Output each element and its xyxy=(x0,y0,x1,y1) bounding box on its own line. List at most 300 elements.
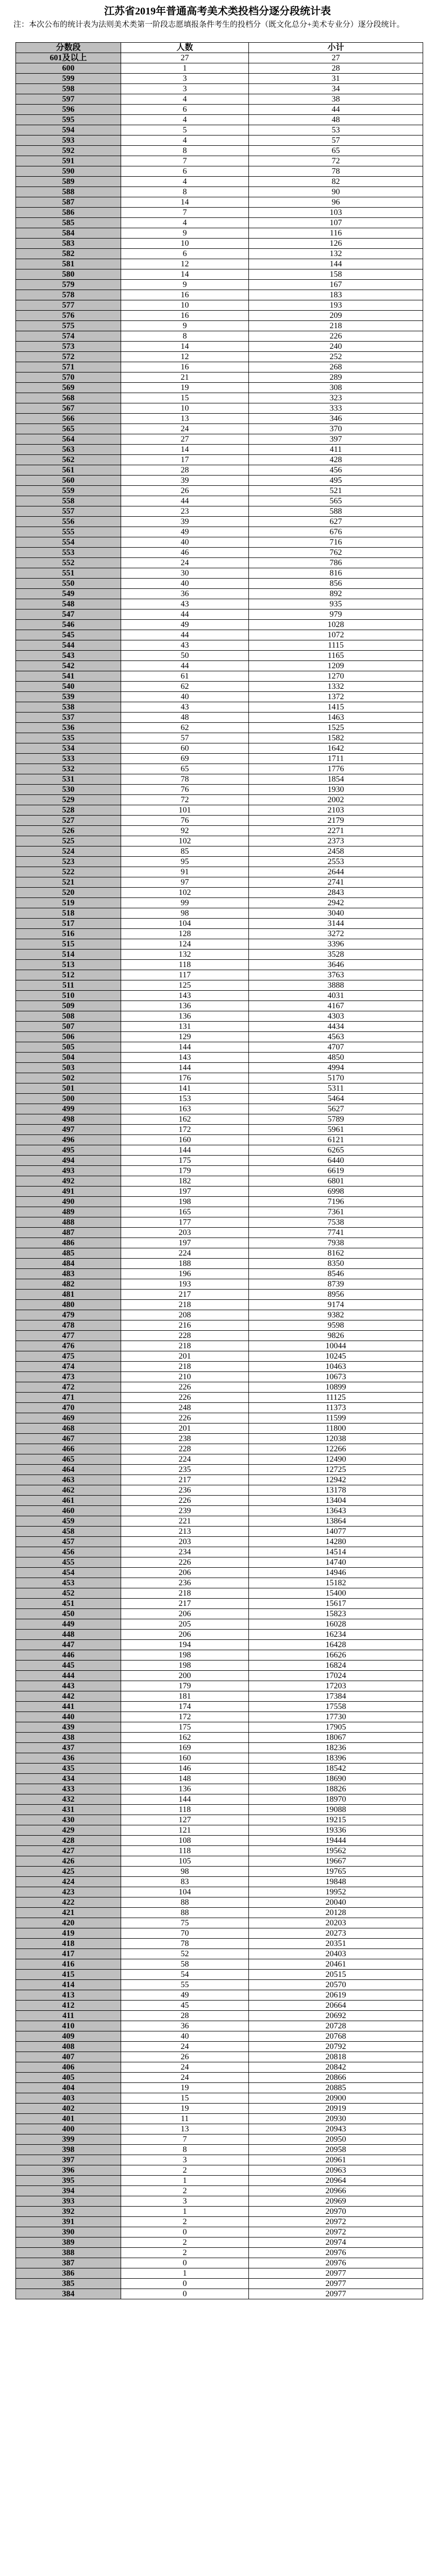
count-cell: 57 xyxy=(121,733,249,743)
table-row xyxy=(16,908,423,919)
count-cell: 210 xyxy=(121,1372,249,1382)
table-row xyxy=(16,1588,423,1599)
score-cell: 557 xyxy=(16,506,121,517)
count-cell: 124 xyxy=(121,939,249,950)
score-cell: 442 xyxy=(16,1691,121,1702)
subtotal-cell: 627 xyxy=(249,517,423,527)
table-row xyxy=(16,372,423,383)
count-cell: 1 xyxy=(121,2207,249,2217)
count-cell: 206 xyxy=(121,1609,249,1619)
count-cell: 28 xyxy=(121,465,249,476)
score-cell: 517 xyxy=(16,919,121,929)
score-cell: 558 xyxy=(16,496,121,506)
score-cell: 464 xyxy=(16,1465,121,1475)
score-cell: 564 xyxy=(16,434,121,445)
table-row xyxy=(16,239,423,249)
score-cell: 450 xyxy=(16,1609,121,1619)
count-cell: 24 xyxy=(121,2042,249,2052)
score-cell: 391 xyxy=(16,2217,121,2227)
subtotal-cell: 9382 xyxy=(249,1310,423,1320)
score-cell: 596 xyxy=(16,105,121,115)
subtotal-cell: 20977 xyxy=(249,2268,423,2279)
score-cell: 559 xyxy=(16,486,121,496)
table-row xyxy=(16,300,423,311)
score-cell: 501 xyxy=(16,1083,121,1094)
score-cell: 592 xyxy=(16,146,121,156)
subtotal-cell: 72 xyxy=(249,156,423,166)
count-cell: 226 xyxy=(121,1382,249,1393)
subtotal-cell: 3763 xyxy=(249,970,423,980)
score-cell: 405 xyxy=(16,2073,121,2083)
table-row xyxy=(16,702,423,713)
subtotal-cell: 979 xyxy=(249,609,423,620)
table-row xyxy=(16,1238,423,1248)
table-row xyxy=(16,1496,423,1506)
count-cell: 153 xyxy=(121,1094,249,1104)
subtotal-cell: 2843 xyxy=(249,888,423,898)
score-cell: 522 xyxy=(16,867,121,877)
table-row xyxy=(16,620,423,630)
score-cell: 499 xyxy=(16,1104,121,1114)
table-row xyxy=(16,1022,423,1032)
table-row xyxy=(16,1434,423,1444)
subtotal-cell: 1711 xyxy=(249,754,423,764)
subtotal-cell: 397 xyxy=(249,434,423,445)
subtotal-cell: 14946 xyxy=(249,1568,423,1578)
header-score-range: 分数段 xyxy=(16,43,121,53)
count-cell: 15 xyxy=(121,2093,249,2104)
score-cell: 440 xyxy=(16,1712,121,1722)
table-row xyxy=(16,290,423,300)
subtotal-cell: 209 xyxy=(249,311,423,321)
subtotal-cell: 17384 xyxy=(249,1691,423,1702)
table-row xyxy=(16,2124,423,2134)
table-row xyxy=(16,1846,423,1856)
table-row xyxy=(16,1825,423,1836)
subtotal-cell: 2179 xyxy=(249,816,423,826)
subtotal-cell: 6619 xyxy=(249,1166,423,1176)
table-row xyxy=(16,764,423,774)
score-cell: 565 xyxy=(16,424,121,434)
score-cell: 441 xyxy=(16,1702,121,1712)
score-cell: 438 xyxy=(16,1733,121,1743)
subtotal-cell: 9174 xyxy=(249,1300,423,1310)
subtotal-cell: 20958 xyxy=(249,2145,423,2155)
score-cell: 492 xyxy=(16,1176,121,1187)
table-row xyxy=(16,1217,423,1228)
score-cell: 389 xyxy=(16,2238,121,2248)
count-cell: 228 xyxy=(121,1331,249,1341)
subtotal-cell: 1072 xyxy=(249,630,423,640)
count-cell: 206 xyxy=(121,1568,249,1578)
count-cell: 1 xyxy=(121,2176,249,2186)
count-cell: 7 xyxy=(121,208,249,218)
table-row xyxy=(16,1207,423,1217)
score-cell: 550 xyxy=(16,579,121,589)
table-row xyxy=(16,1001,423,1011)
score-cell: 568 xyxy=(16,393,121,403)
score-cell: 506 xyxy=(16,1032,121,1042)
subtotal-cell: 132 xyxy=(249,249,423,259)
table-row xyxy=(16,94,423,105)
subtotal-cell: 1209 xyxy=(249,661,423,671)
score-cell: 460 xyxy=(16,1506,121,1516)
table-row xyxy=(16,1619,423,1630)
table-row xyxy=(16,249,423,259)
score-cell: 408 xyxy=(16,2042,121,2052)
subtotal-cell: 14077 xyxy=(249,1527,423,1537)
table-row xyxy=(16,1011,423,1022)
score-cell: 567 xyxy=(16,403,121,414)
subtotal-cell: 4707 xyxy=(249,1042,423,1053)
count-cell: 97 xyxy=(121,877,249,888)
score-cell: 394 xyxy=(16,2186,121,2196)
subtotal-cell: 2741 xyxy=(249,877,423,888)
table-row xyxy=(16,1403,423,1413)
count-cell: 39 xyxy=(121,517,249,527)
count-cell: 179 xyxy=(121,1166,249,1176)
subtotal-cell: 6801 xyxy=(249,1176,423,1187)
table-row xyxy=(16,1279,423,1290)
score-cell: 481 xyxy=(16,1290,121,1300)
count-cell: 143 xyxy=(121,991,249,1001)
count-cell: 98 xyxy=(121,1867,249,1877)
subtotal-cell: 34 xyxy=(249,84,423,94)
score-cell: 546 xyxy=(16,620,121,630)
count-cell: 234 xyxy=(121,1547,249,1557)
count-cell: 129 xyxy=(121,1032,249,1042)
subtotal-cell: 1270 xyxy=(249,671,423,682)
count-cell: 5 xyxy=(121,125,249,135)
count-cell: 248 xyxy=(121,1403,249,1413)
count-cell: 208 xyxy=(121,1310,249,1320)
count-cell: 198 xyxy=(121,1660,249,1671)
header-subtotal: 小计 xyxy=(249,43,423,53)
score-cell: 599 xyxy=(16,74,121,84)
score-cell: 595 xyxy=(16,115,121,125)
subtotal-cell: 4850 xyxy=(249,1053,423,1063)
subtotal-cell: 20403 xyxy=(249,1949,423,1959)
score-cell: 500 xyxy=(16,1094,121,1104)
count-cell: 91 xyxy=(121,867,249,877)
table-row xyxy=(16,53,423,63)
score-cell: 561 xyxy=(16,465,121,476)
table-row xyxy=(16,774,423,785)
count-cell: 102 xyxy=(121,888,249,898)
table-row xyxy=(16,1269,423,1279)
table-row xyxy=(16,1516,423,1527)
count-cell: 194 xyxy=(121,1640,249,1650)
score-cell: 469 xyxy=(16,1413,121,1423)
table-row xyxy=(16,1176,423,1187)
count-cell: 19 xyxy=(121,2104,249,2114)
count-cell: 85 xyxy=(121,846,249,857)
subtotal-cell: 8546 xyxy=(249,1269,423,1279)
score-cell: 459 xyxy=(16,1516,121,1527)
score-cell: 417 xyxy=(16,1949,121,1959)
count-cell: 72 xyxy=(121,795,249,805)
table-row xyxy=(16,2196,423,2207)
subtotal-cell: 20972 xyxy=(249,2217,423,2227)
count-cell: 52 xyxy=(121,1949,249,1959)
table-row xyxy=(16,661,423,671)
subtotal-cell: 1463 xyxy=(249,713,423,723)
score-cell: 461 xyxy=(16,1496,121,1506)
subtotal-cell: 20963 xyxy=(249,2165,423,2176)
count-cell: 12 xyxy=(121,352,249,362)
count-cell: 40 xyxy=(121,579,249,589)
table-row xyxy=(16,1197,423,1207)
table-row xyxy=(16,1990,423,2001)
score-cell: 482 xyxy=(16,1279,121,1290)
score-cell: 430 xyxy=(16,1815,121,1825)
table-row xyxy=(16,950,423,960)
table-row xyxy=(16,692,423,702)
count-cell: 1 xyxy=(121,63,249,74)
count-cell: 118 xyxy=(121,960,249,970)
score-cell: 410 xyxy=(16,2021,121,2031)
subtotal-cell: 3396 xyxy=(249,939,423,950)
count-cell: 146 xyxy=(121,1764,249,1774)
count-cell: 121 xyxy=(121,1825,249,1836)
subtotal-cell: 20919 xyxy=(249,2104,423,2114)
count-cell: 213 xyxy=(121,1527,249,1537)
score-cell: 436 xyxy=(16,1753,121,1764)
table-row xyxy=(16,156,423,166)
score-cell: 600 xyxy=(16,63,121,74)
score-cell: 470 xyxy=(16,1403,121,1413)
count-cell: 13 xyxy=(121,2124,249,2134)
table-row xyxy=(16,1753,423,1764)
count-cell: 83 xyxy=(121,1877,249,1887)
count-cell: 46 xyxy=(121,548,249,558)
score-distribution-table xyxy=(15,42,423,2299)
count-cell: 132 xyxy=(121,950,249,960)
score-cell: 496 xyxy=(16,1135,121,1145)
score-cell: 429 xyxy=(16,1825,121,1836)
score-cell: 547 xyxy=(16,609,121,620)
score-cell: 468 xyxy=(16,1423,121,1434)
subtotal-cell: 20692 xyxy=(249,2011,423,2021)
score-cell: 548 xyxy=(16,599,121,609)
count-cell: 144 xyxy=(121,1042,249,1053)
subtotal-cell: 16428 xyxy=(249,1640,423,1650)
score-cell: 480 xyxy=(16,1300,121,1310)
score-cell: 449 xyxy=(16,1619,121,1630)
score-cell: 477 xyxy=(16,1331,121,1341)
subtotal-cell: 7196 xyxy=(249,1197,423,1207)
table-row xyxy=(16,991,423,1001)
count-cell: 4 xyxy=(121,218,249,228)
count-cell: 39 xyxy=(121,476,249,486)
score-cell: 479 xyxy=(16,1310,121,1320)
table-row xyxy=(16,1063,423,1073)
subtotal-cell: 1165 xyxy=(249,651,423,661)
subtotal-cell: 20970 xyxy=(249,2207,423,2217)
table-row xyxy=(16,125,423,135)
score-cell: 530 xyxy=(16,785,121,795)
score-cell: 514 xyxy=(16,950,121,960)
score-cell: 415 xyxy=(16,1970,121,1980)
score-cell: 398 xyxy=(16,2145,121,2155)
table-row xyxy=(16,785,423,795)
table-row xyxy=(16,342,423,352)
count-cell: 235 xyxy=(121,1465,249,1475)
subtotal-cell: 521 xyxy=(249,486,423,496)
count-cell: 10 xyxy=(121,239,249,249)
table-row xyxy=(16,1053,423,1063)
table-row xyxy=(16,609,423,620)
subtotal-cell: 12942 xyxy=(249,1475,423,1485)
score-cell: 399 xyxy=(16,2134,121,2145)
count-cell: 226 xyxy=(121,1557,249,1568)
table-row xyxy=(16,1537,423,1547)
table-row xyxy=(16,1485,423,1496)
score-cell: 542 xyxy=(16,661,121,671)
table-row xyxy=(16,970,423,980)
count-cell: 182 xyxy=(121,1176,249,1187)
score-cell: 443 xyxy=(16,1681,121,1691)
score-cell: 458 xyxy=(16,1527,121,1537)
table-row xyxy=(16,115,423,125)
count-cell: 163 xyxy=(121,1104,249,1114)
table-row xyxy=(16,1259,423,1269)
table-row xyxy=(16,599,423,609)
table-row xyxy=(16,208,423,218)
score-cell: 569 xyxy=(16,383,121,393)
score-cell: 435 xyxy=(16,1764,121,1774)
subtotal-cell: 20977 xyxy=(249,2279,423,2289)
score-cell: 413 xyxy=(16,1990,121,2001)
score-cell: 422 xyxy=(16,1897,121,1908)
score-cell: 594 xyxy=(16,125,121,135)
table-row xyxy=(16,434,423,445)
score-cell: 456 xyxy=(16,1547,121,1557)
score-cell: 527 xyxy=(16,816,121,826)
score-cell: 404 xyxy=(16,2083,121,2093)
subtotal-cell: 762 xyxy=(249,548,423,558)
table-row xyxy=(16,1660,423,1671)
subtotal-cell: 183 xyxy=(249,290,423,300)
score-cell: 414 xyxy=(16,1980,121,1990)
score-cell: 576 xyxy=(16,311,121,321)
count-cell: 218 xyxy=(121,1300,249,1310)
subtotal-cell: 411 xyxy=(249,445,423,455)
subtotal-cell: 6265 xyxy=(249,1145,423,1156)
subtotal-cell: 856 xyxy=(249,579,423,589)
subtotal-cell: 268 xyxy=(249,362,423,372)
subtotal-cell: 20818 xyxy=(249,2052,423,2062)
subtotal-cell: 6998 xyxy=(249,1187,423,1197)
subtotal-cell: 15823 xyxy=(249,1609,423,1619)
score-cell: 573 xyxy=(16,342,121,352)
table-row xyxy=(16,2207,423,2217)
table-row xyxy=(16,1743,423,1753)
subtotal-cell: 19562 xyxy=(249,1846,423,1856)
subtotal-cell: 20461 xyxy=(249,1959,423,1970)
table-row xyxy=(16,898,423,908)
count-cell: 26 xyxy=(121,2052,249,2062)
count-cell: 218 xyxy=(121,1341,249,1351)
count-cell: 62 xyxy=(121,682,249,692)
count-cell: 30 xyxy=(121,568,249,579)
count-cell: 224 xyxy=(121,1454,249,1465)
subtotal-cell: 2553 xyxy=(249,857,423,867)
table-row xyxy=(16,393,423,403)
subtotal-cell: 20977 xyxy=(249,2289,423,2299)
table-row xyxy=(16,476,423,486)
table-row xyxy=(16,795,423,805)
count-cell: 27 xyxy=(121,434,249,445)
subtotal-cell: 8956 xyxy=(249,1290,423,1300)
subtotal-cell: 17730 xyxy=(249,1712,423,1722)
score-cell: 563 xyxy=(16,445,121,455)
table-row xyxy=(16,846,423,857)
table-row xyxy=(16,1784,423,1794)
subtotal-cell: 13643 xyxy=(249,1506,423,1516)
count-cell: 8 xyxy=(121,187,249,197)
table-row xyxy=(16,2186,423,2196)
count-cell: 9 xyxy=(121,321,249,331)
table-row xyxy=(16,1815,423,1825)
table-row xyxy=(16,1794,423,1805)
subtotal-cell: 16234 xyxy=(249,1630,423,1640)
count-cell: 14 xyxy=(121,342,249,352)
count-cell: 117 xyxy=(121,970,249,980)
count-cell: 76 xyxy=(121,785,249,795)
subtotal-cell: 20842 xyxy=(249,2062,423,2073)
count-cell: 75 xyxy=(121,1918,249,1928)
score-cell: 551 xyxy=(16,568,121,579)
subtotal-cell: 1776 xyxy=(249,764,423,774)
subtotal-cell: 20570 xyxy=(249,1980,423,1990)
subtotal-cell: 20866 xyxy=(249,2073,423,2083)
count-cell: 143 xyxy=(121,1053,249,1063)
table-row xyxy=(16,1527,423,1537)
count-cell: 6 xyxy=(121,166,249,177)
count-cell: 95 xyxy=(121,857,249,867)
table-row xyxy=(16,1290,423,1300)
score-cell: 529 xyxy=(16,795,121,805)
score-cell: 583 xyxy=(16,239,121,249)
score-cell: 392 xyxy=(16,2207,121,2217)
count-cell: 6 xyxy=(121,105,249,115)
score-cell: 589 xyxy=(16,177,121,187)
subtotal-cell: 1372 xyxy=(249,692,423,702)
count-cell: 236 xyxy=(121,1485,249,1496)
table-row xyxy=(16,1331,423,1341)
score-cell: 478 xyxy=(16,1320,121,1331)
count-cell: 105 xyxy=(121,1856,249,1867)
score-cell: 457 xyxy=(16,1537,121,1547)
header-count: 人数 xyxy=(121,43,249,53)
table-row xyxy=(16,135,423,146)
subtotal-cell: 13404 xyxy=(249,1496,423,1506)
score-cell: 401 xyxy=(16,2114,121,2124)
subtotal-cell: 7538 xyxy=(249,1217,423,1228)
table-row xyxy=(16,455,423,465)
score-cell: 484 xyxy=(16,1259,121,1269)
score-cell: 462 xyxy=(16,1485,121,1496)
table-row xyxy=(16,465,423,476)
score-cell: 507 xyxy=(16,1022,121,1032)
count-cell: 70 xyxy=(121,1928,249,1939)
subtotal-cell: 4563 xyxy=(249,1032,423,1042)
count-cell: 172 xyxy=(121,1125,249,1135)
subtotal-cell: 2271 xyxy=(249,826,423,836)
table-row xyxy=(16,74,423,84)
count-cell: 228 xyxy=(121,1444,249,1454)
